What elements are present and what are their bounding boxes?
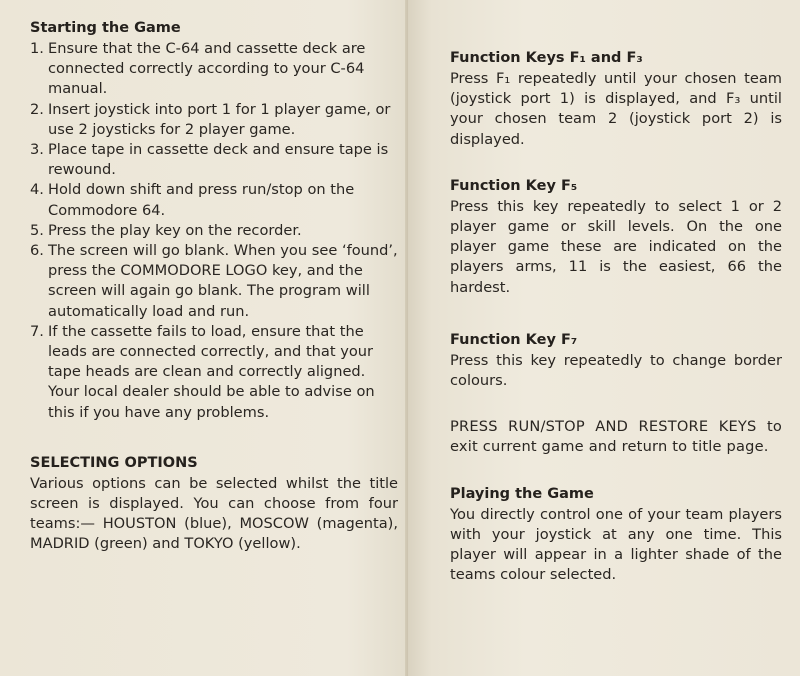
function-keys-f1-f3-section xyxy=(450,48,782,150)
step-text-3: Place tape in cassette deck and ensure tape is rewound. xyxy=(48,141,389,179)
restore-keys-section xyxy=(450,417,782,457)
function-key-f7-text: Press this key repeatedly to change border colours. xyxy=(450,351,782,390)
step-item-2: 2. Insert joystick into port 1 for 1 player game, or use 2 joysticks for 2 player game. xyxy=(30,100,391,138)
step-item-7: 7. If the cassette fails to load, ensure that the leads are connected correctly, and that your tape heads are clean and correctly aligned. Your local dealer should be able to advise on this if you have any problems. xyxy=(30,322,375,421)
starting-the-game-heading: Starting the Game xyxy=(30,20,181,36)
step-item-5: 5. Press the play key on the recorder. xyxy=(30,221,302,239)
restore-keys-text: PRESS RUN/STOP AND RESTORE KEYS to exit current game and return to title page. xyxy=(450,418,782,456)
step-item-1: 1. Ensure that the C-64 and cassette deck are connected correctly according to your C-64 manual. xyxy=(30,40,366,98)
selecting-options-heading: SELECTING OPTIONS xyxy=(30,454,198,471)
step-item-6: 6. The screen will go blank. When you see ‘found’, press the COMMODORE LOGO key, and the screen will again go blank. The program will automatically load and run. xyxy=(30,242,398,320)
right-page xyxy=(408,0,800,676)
step-item-4: 4. Hold down shift and press run/stop on the Commodore 64. xyxy=(30,181,355,219)
playing-the-game-text: You directly control one of your team players with your joystick at any one time. This player will appear in a lighter shade of the teams colour selected. xyxy=(450,505,782,584)
playing-the-game-section xyxy=(450,484,782,586)
step-text-6: The screen will go blank. When you see ‘found’, press the COMMODORE LOGO key, and the screen will again go blank. The program will automatically load and run. xyxy=(48,242,398,320)
selecting-options-section xyxy=(30,453,398,555)
function-key-f7-heading: Function Key F₇ xyxy=(450,331,578,348)
step-text-4: Hold down shift and press run/stop on the Commodore 64. xyxy=(48,181,355,219)
step-text-7: If the cassette fails to load, ensure that the leads are connected correctly, and that your tape heads are clean and correctly aligned. Your local dealer should be able to advise on this if you have any problems. xyxy=(48,322,375,421)
step-item-3: 3. Place tape in cassette deck and ensure tape is rewound. xyxy=(30,141,389,179)
function-key-f5-section xyxy=(450,176,782,298)
starting-the-game-section xyxy=(30,18,398,423)
function-keys-f1-f3-heading: Function Keys F₁ and F₃ xyxy=(450,50,643,66)
function-keys-f1-f3-text: Press F₁ repeatedly until your chosen team (joystick port 1) is displayed, and F₃ until your chosen team 2 (joystick port 2) is displayed. xyxy=(450,70,782,148)
playing-the-game-heading: Playing the Game xyxy=(450,485,594,502)
function-key-f5-text: Press this key repeatedly to select 1 or 2 player game or skill levels. On the one player game these are indicated on the players arms, 11 is the easiest, 66 the hardest. xyxy=(450,197,782,296)
step-text-5: Press the play key on the recorder. xyxy=(48,221,302,239)
function-key-f7-section xyxy=(450,330,782,391)
step-text-1: Ensure that the C-64 and cassette deck are connected correctly according to your C-64 manual. xyxy=(48,40,366,98)
step-text-2: Insert joystick into port 1 for 1 player game, or use 2 joysticks for 2 player game. xyxy=(48,100,391,138)
selecting-options-text: Various options can be selected whilst the title screen is displayed. You can choose from four teams:— HOUSTON (blue), MOSCOW (magenta), MADRID (green) and TOKYO (yellow). xyxy=(30,474,398,553)
starting-steps-list xyxy=(30,39,398,423)
function-key-f5-heading: Function Key F₅ xyxy=(450,177,578,194)
